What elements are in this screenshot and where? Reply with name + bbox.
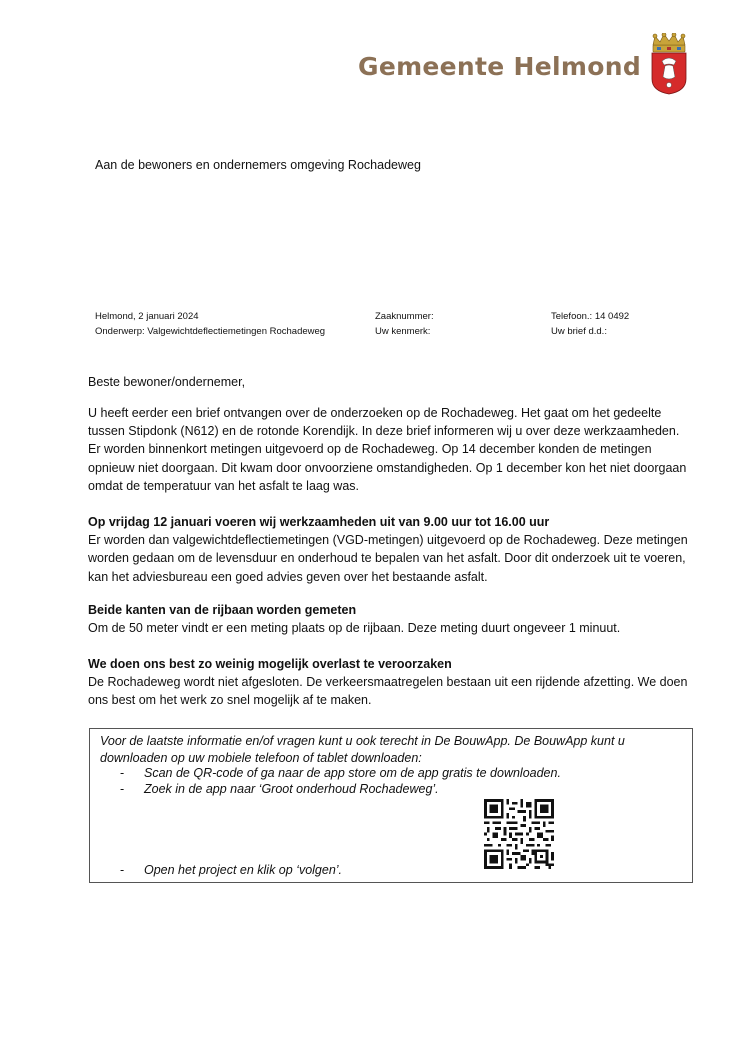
bullet-dash: - — [120, 782, 125, 796]
bullet-dash: - — [120, 766, 125, 780]
organization-name: Gemeente Helmond — [358, 52, 642, 81]
salutation: Beste bewoner/ondernemer, — [88, 375, 246, 389]
subject-line: Onderwerp: Valgewichtdeflectiemetingen Rochadeweg — [95, 326, 326, 337]
bouwapp-info-box — [89, 728, 693, 883]
bullet-text: Scan de QR-code of ga naar de app store om de app gratis te downloaden. — [144, 766, 561, 780]
bullet-text: Open het project en klik op ‘volgen’. — [144, 863, 343, 877]
info-box-intro: Voor de laatste informatie en/of vragen kunt u ook terecht in De BouwApp. De BouwApp kunt u downloaden op uw mobiele telefoon of tablet downloaden: — [100, 734, 625, 765]
section-both-sides — [88, 601, 693, 637]
your-letter-date-label: Uw brief d.d.: — [551, 326, 607, 337]
intro-paragraph — [88, 404, 693, 495]
section-nuisance — [88, 655, 693, 710]
section-text: De Rochadeweg wordt niet afgesloten. De verkeersmaatregelen bestaan uit een rijdende afzetting. We doen ons best om het werk zo snel mogelijk af te maken. — [88, 675, 688, 708]
info-bullet-scan — [120, 765, 561, 782]
info-bullet-search — [120, 781, 439, 798]
section-text: Er worden dan valgewichtdeflectiemetingen (VGD-metingen) uitgevoerd op de Rochadeweg. Deze metingen worden gedaan om de levensduur en onderhoud te bepalen van het asfalt. Door dit onderzoek uit te voeren, kan het adviesbureau een goed advies geven over het bestaande asfalt. — [88, 533, 688, 584]
info-bullet-follow — [120, 862, 342, 879]
section-heading: Beide kanten van de rijbaan worden gemeten — [88, 603, 357, 617]
section-work-date — [88, 513, 693, 586]
phone-number: Telefoon.: 14 0492 — [551, 311, 630, 322]
section-text: Om de 50 meter vindt er een meting plaats op de rijbaan. Deze meting duurt ongeveer 1 minuut. — [88, 621, 621, 636]
case-number-label: Zaaknummer: — [375, 311, 434, 322]
addressee: Aan de bewoners en ondernemers omgeving Rochadeweg — [95, 158, 421, 172]
bullet-text: Zoek in de app naar ‘Groot onderhoud Rochadeweg’. — [144, 782, 439, 796]
your-reference-label: Uw kenmerk: — [375, 326, 431, 337]
bullet-dash: - — [120, 863, 125, 877]
municipal-crest-icon — [648, 33, 690, 95]
place-date: Helmond, 2 januari 2024 — [95, 311, 199, 322]
section-heading: Op vrijdag 12 januari voeren wij werkzaamheden uit van 9.00 uur tot 16.00 uur — [88, 515, 550, 529]
qr-code-icon[interactable] — [484, 799, 554, 869]
intro-text: U heeft eerder een brief ontvangen over de onderzoeken op de Rochadeweg. Het gaat om het gedeelte tussen Stipdonk (N612) en de rotonde Korendijk. In deze brief informeren wij u over deze werkzaamheden. Er worden binnenkort metingen uitgevoerd op de Rochadeweg. Op 14 december konden de metingen opnieuw niet doorgaan. Dit kwam door onvoorziene omstandigheden. Op 1 december kon het niet doorgaan omdat de temperatuur van het asfalt te laag was. — [88, 406, 687, 493]
section-heading: We doen ons best zo weinig mogelijk overlast te veroorzaken — [88, 657, 452, 671]
